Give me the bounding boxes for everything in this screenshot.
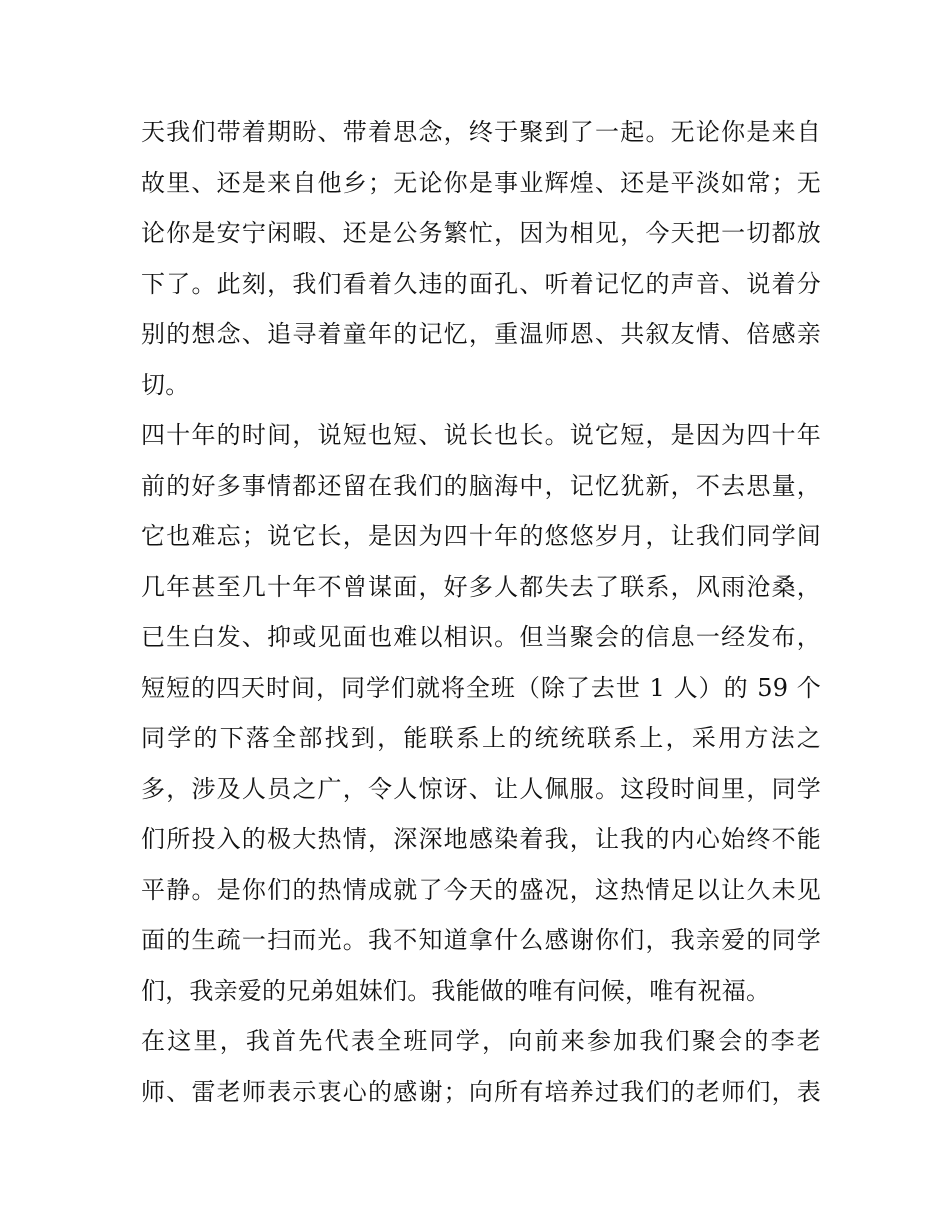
text-line: 短短的四天时间，同学们就将全班（除了去世 1 人）的 59 个: [141, 673, 821, 702]
text-line: 多，涉及人员之广，令人惊讶、让人佩服。这段时间里，同学: [141, 774, 821, 803]
text-line: 它也难忘；说它长，是因为四十年的悠悠岁月，让我们同学间: [141, 522, 821, 550]
text-line: 天我们带着期盼、带着思念，终于聚到了一起。无论你是来自: [141, 118, 821, 146]
text-line: 别的想念、追寻着童年的记忆，重温师恩、共叙友情、倍感亲: [141, 320, 821, 348]
text-line: 故里、还是来自他乡；无论你是事业辉煌、还是平淡如常；无: [141, 168, 821, 197]
text-line: 在这里，我首先代表全班同学，向前来参加我们聚会的李老: [141, 1027, 821, 1055]
text-line: 四十年的时间，说短也短、说长也长。说它短，是因为四十年: [141, 421, 821, 449]
text-line: 下了。此刻，我们看着久违的面孔、听着记忆的声音、说着分: [141, 269, 821, 298]
text-line: 们所投入的极大热情，深深地感染着我，让我的内心始终不能: [141, 825, 821, 853]
text-line: 平静。是你们的热情成就了今天的盛况，这热情足以让久未见: [141, 875, 821, 904]
body-text: [141, 107, 821, 1117]
text-line: 论你是安宁闲暇、还是公务繁忙，因为相见，今天把一切都放: [141, 219, 821, 247]
text-line: 前的好多事情都还留在我们的脑海中，记忆犹新，不去思量，: [141, 471, 821, 500]
text-line: 们，我亲爱的兄弟姐妹们。我能做的唯有问候，唯有祝福。: [141, 976, 771, 1005]
text-line: 师、雷老师表示衷心的感谢；向所有培养过我们的老师们，表: [141, 1077, 821, 1106]
text-line: 几年甚至几十年不曾谋面，好多人都失去了联系，风雨沧桑，: [141, 572, 821, 601]
text-line: 同学的下落全部找到，能联系上的统统联系上，采用方法之: [141, 724, 821, 752]
text-line: 面的生疏一扫而光。我不知道拿什么感谢你们，我亲爱的同学: [141, 926, 821, 954]
text-line: 已生白发、抑或见面也难以相识。但当聚会的信息一经发布，: [141, 623, 821, 651]
text-line: 切。: [141, 370, 190, 399]
